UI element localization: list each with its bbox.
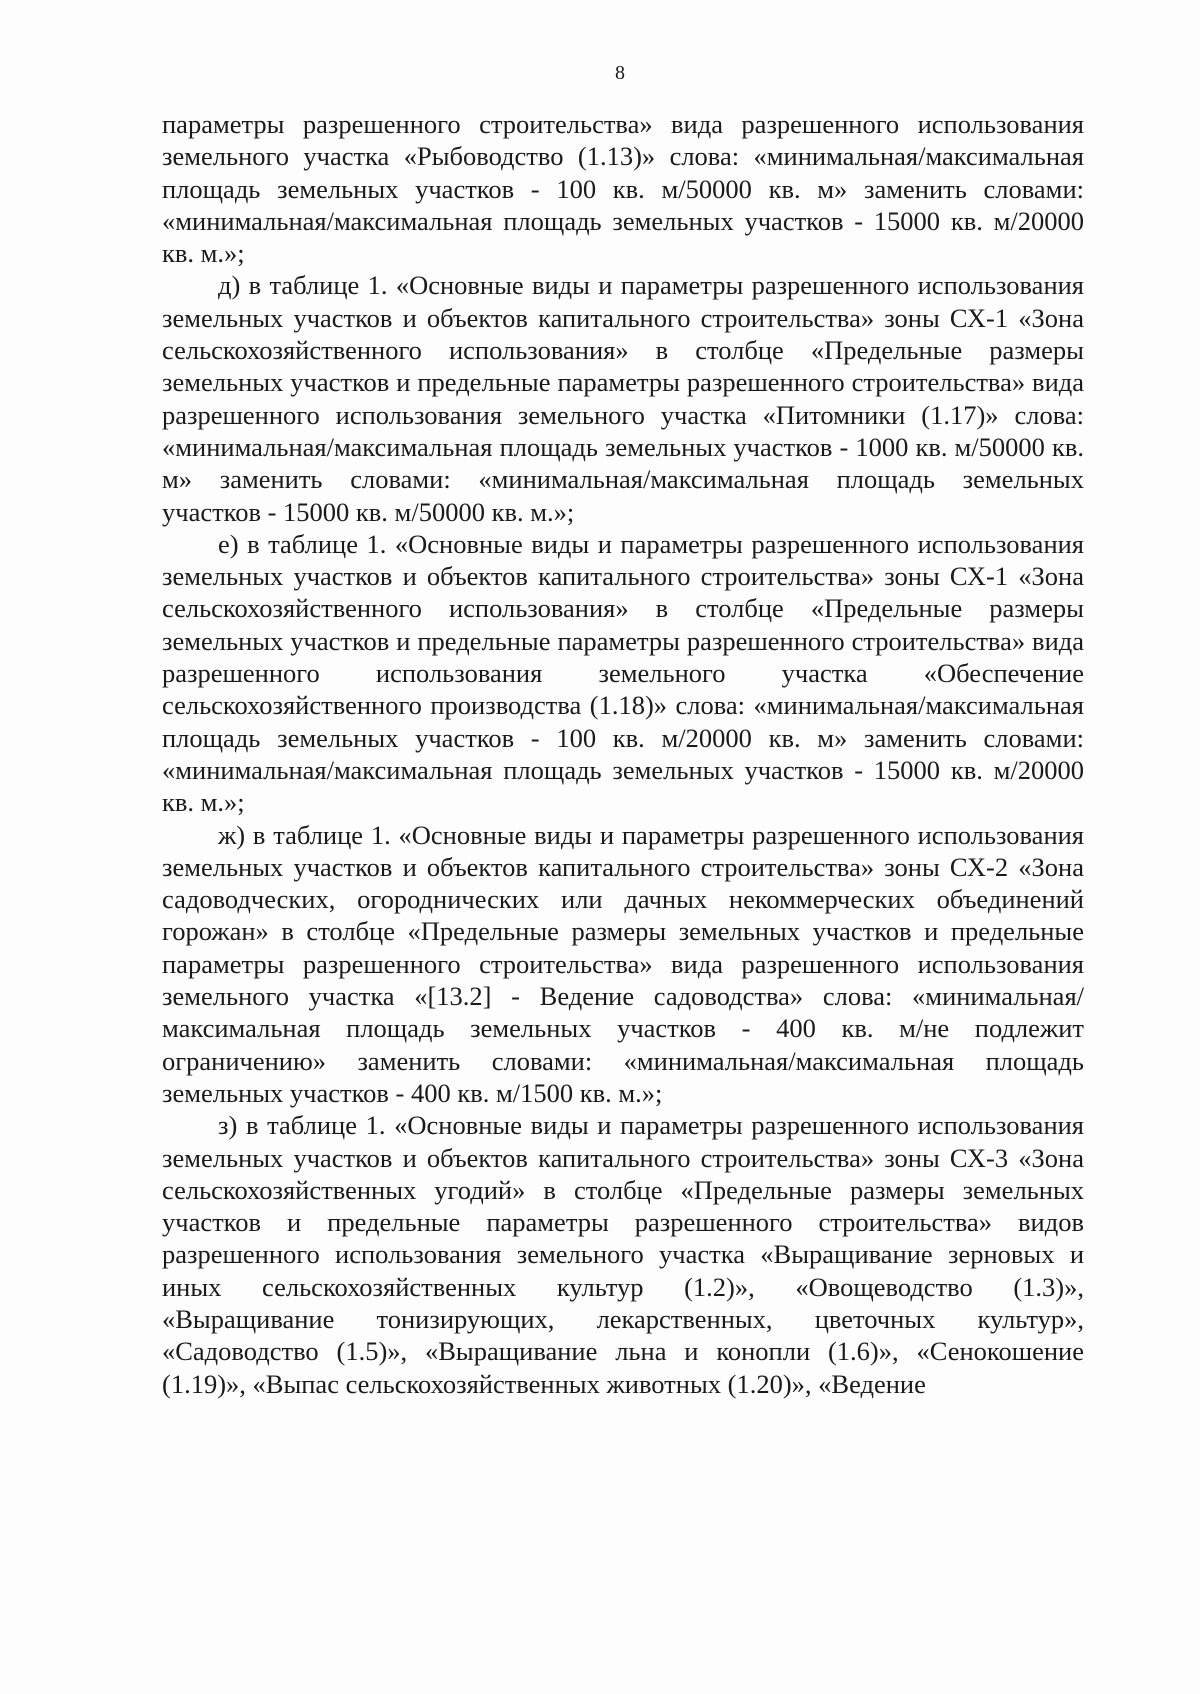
paragraph-continuation: параметры разрешенного строительства» вида разрешенного использования земельного участка «Рыбоводство (1.13)» слова: «минимальная/максимальная площадь земельных участков - 100 кв. м/50000 кв. м» заменить словами: «минимальная/максимальная площадь земельных участков - 15000 кв. м/20000 кв. м.»; (162, 109, 1084, 269)
paragraph-zh: ж) в таблице 1. «Основные виды и параметры разрешенного использования земельных участков и объектов капитального строительства» зоны СХ-2 «Зона садоводческих, огороднических или дачных некоммерческих объединений горожан» в столбце «Предельные размеры земельных участков и предельные параметры разрешенного строительства» вида разрешенного использования земельного участка «[13.2] - Ведение садоводства» слова: «минимальная/максимальная площадь земельных участков - 400 кв. м/не подлежит ограничению» заменить словами: «минимальная/максимальная площадь земельных участков - 400 кв. м/1500 кв. м.»; (162, 819, 1084, 1108)
paragraph-d: д) в таблице 1. «Основные виды и параметры разрешенного использования земельных участков и объектов капитального строительства» зоны СХ-1 «Зона сельскохозяйственного использования» в столбце «Предельные размеры земельных участков и предельные параметры разрешенного строительства» вида разрешенного использования земельного участка «Питомники (1.17)» слова: «минимальная/максимальная площадь земельных участков - 1000 кв. м/50000 кв. м» заменить словами: «минимальная/максимальная площадь земельных участков - 15000 кв. м/50000 кв. м.»; (162, 270, 1084, 527)
paragraph-z: з) в таблице 1. «Основные виды и параметры разрешенного использования земельных участков и объектов капитального строительства» зоны СХ-3 «Зона сельскохозяйственных угодий» в столбце «Предельные размеры земельных участков и предельные параметры разрешенного строительства» видов разрешенного использования земельного участка «Выращивание зерновых и иных сельскохозяйственных культур (1.2)», «Овощеводство (1.3)», «Выращивание тонизирующих, лекарственных, цветочных культур», «Садоводство (1.5)», «Выращивание льна и конопли (1.6)», «Сенокошение (1.19)», «Выпас сельскохозяйственных животных (1.20)», «Ведение (162, 1110, 1084, 1399)
document-body (162, 108, 1084, 1400)
paragraph-e: е) в таблице 1. «Основные виды и параметры разрешенного использования земельных участков и объектов капитального строительства» зоны СХ-1 «Зона сельскохозяйственного использования» в столбце «Предельные размеры земельных участков и предельные параметры разрешенного строительства» вида разрешенного использования земельного участка «Обеспечение сельскохозяйственного производства (1.18)» слова: «минимальная/максимальная площадь земельных участков - 100 кв. м/20000 кв. м» заменить словами: «минимальная/максимальная площадь земельных участков - 15000 кв. м/20000 кв. м.»; (162, 528, 1084, 818)
page-number: 8 (615, 62, 625, 84)
